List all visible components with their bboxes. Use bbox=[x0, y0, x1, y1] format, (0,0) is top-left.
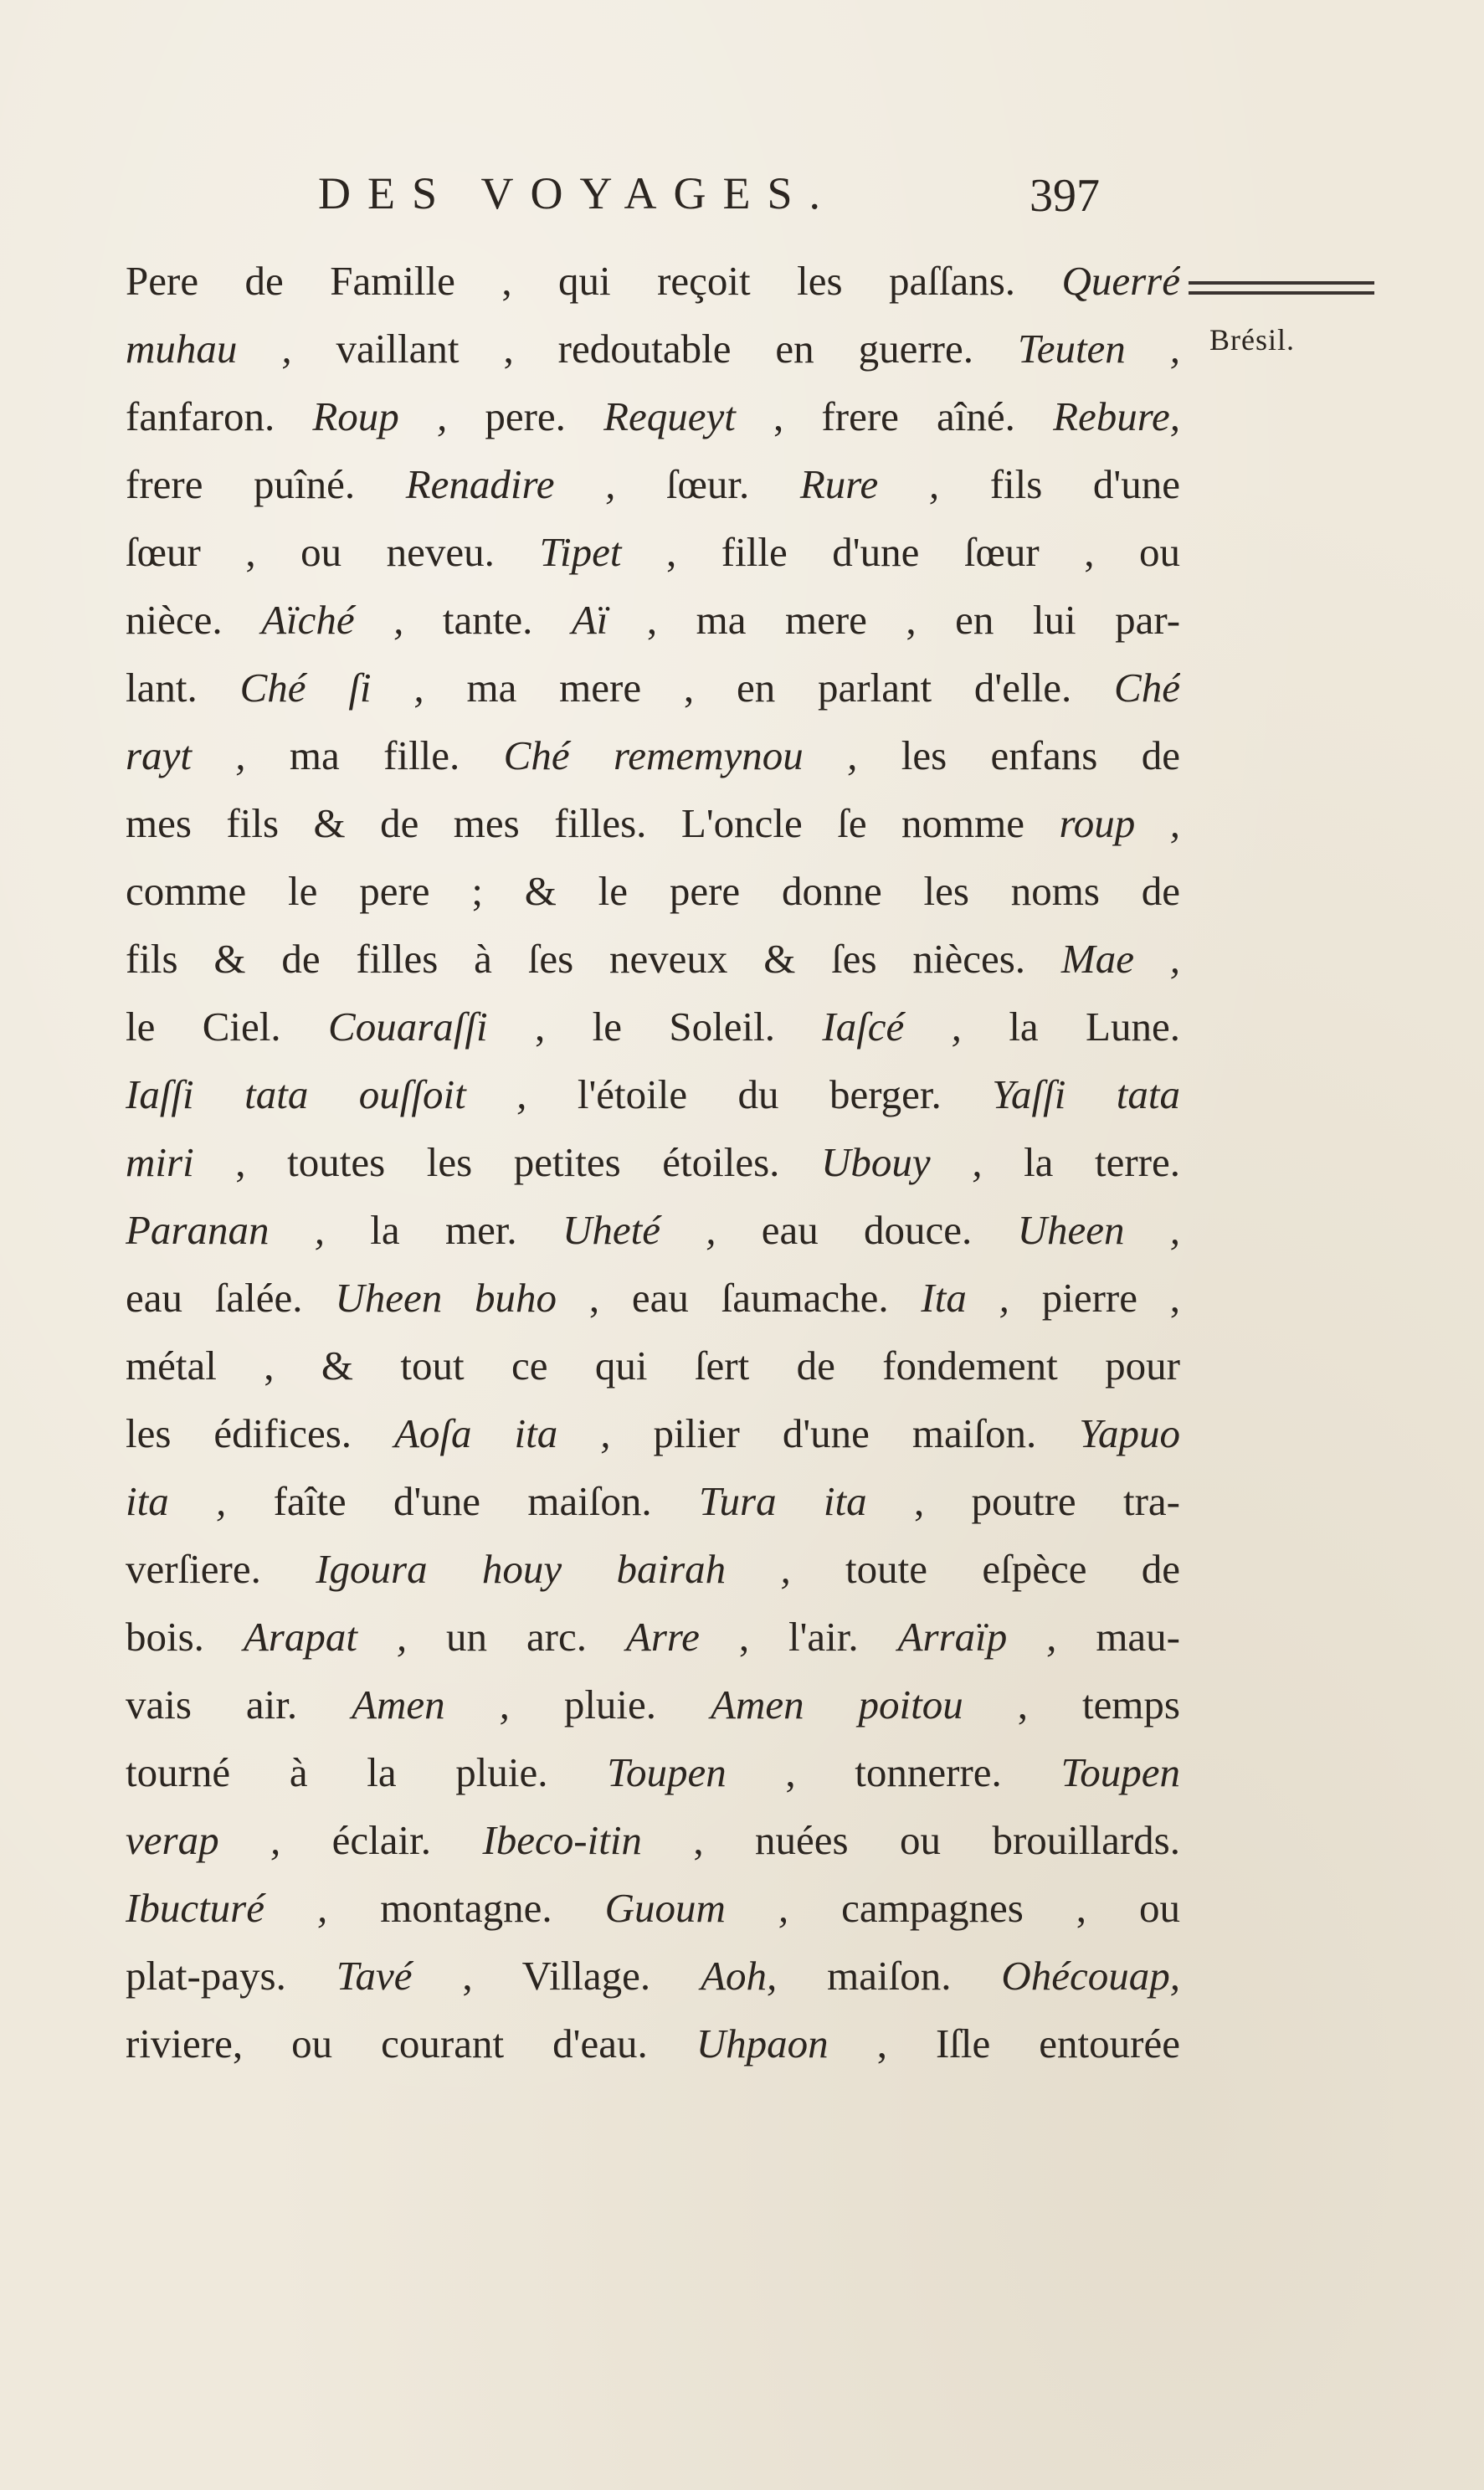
italic-term: Aï bbox=[571, 597, 608, 643]
text-segment: , temps bbox=[963, 1681, 1180, 1728]
italic-term: Ché ſi , bbox=[239, 665, 424, 711]
italic-term: Mae , bbox=[1060, 936, 1180, 982]
text-segment: , toutes les petites étoiles. bbox=[193, 1139, 821, 1185]
italic-term: Arre bbox=[625, 1614, 700, 1660]
italic-term: Uhpaon bbox=[696, 2020, 829, 2066]
text-segment: métal , & tout ce qui ſert de fondement pour bbox=[126, 1343, 1180, 1389]
text-segment: les édifices. bbox=[126, 1410, 394, 1456]
italic-term: Aïché , bbox=[261, 597, 404, 643]
text-line bbox=[126, 654, 1180, 721]
italic-term: Tura ita bbox=[698, 1478, 867, 1524]
text-segment: l'étoile du berger. bbox=[526, 1071, 993, 1117]
text-line bbox=[126, 1264, 1180, 1332]
text-segment: fils d'une bbox=[939, 461, 1180, 507]
italic-term: Ché rememynou , bbox=[503, 732, 858, 778]
text-segment: pluie. bbox=[509, 1681, 711, 1728]
margin-note: Brésil. bbox=[1209, 323, 1295, 357]
body-text bbox=[126, 247, 1180, 2077]
text-line bbox=[126, 721, 1180, 789]
text-segment: éclair. bbox=[280, 1817, 483, 1863]
text-segment: fanfaron. bbox=[126, 393, 313, 439]
italic-term: Rebure, bbox=[1053, 393, 1180, 439]
text-line bbox=[126, 247, 1180, 315]
text-segment: lant. bbox=[126, 665, 240, 711]
text-segment: comme le pere ; & le pere donne les noms de bbox=[126, 868, 1180, 914]
text-line bbox=[126, 1467, 1180, 1535]
italic-term: Guoum , bbox=[604, 1885, 789, 1931]
text-segment: , l'air. bbox=[699, 1614, 898, 1660]
italic-term: Amen poitou bbox=[711, 1681, 963, 1728]
text-line bbox=[126, 1806, 1180, 1874]
italic-term: miri bbox=[126, 1139, 194, 1185]
text-segment: , poutre tra- bbox=[866, 1478, 1180, 1524]
text-line bbox=[126, 1603, 1180, 1671]
italic-term: Toupen bbox=[607, 1749, 727, 1795]
text-line bbox=[126, 382, 1180, 450]
text-segment: campagnes , ou bbox=[788, 1885, 1180, 1931]
italic-term: Amen , bbox=[352, 1681, 510, 1728]
text-segment: la mer. bbox=[325, 1207, 562, 1253]
text-line bbox=[126, 857, 1180, 925]
italic-term: Paranan , bbox=[126, 1207, 326, 1253]
text-segment: , le Soleil. bbox=[487, 1004, 823, 1050]
italic-term: Rure , bbox=[799, 461, 940, 507]
italic-term: Iaſſi tata ouſſoit , bbox=[126, 1071, 527, 1117]
text-segment: riviere, ou courant d'eau. bbox=[126, 2020, 696, 2066]
italic-term: Teuten , bbox=[1017, 326, 1180, 372]
text-line bbox=[126, 586, 1180, 654]
italic-term: Arapat , bbox=[243, 1614, 408, 1660]
text-segment: les enfans de bbox=[857, 732, 1180, 778]
italic-term: Aoſa ita , bbox=[394, 1410, 611, 1456]
text-line bbox=[126, 1671, 1180, 1738]
text-segment: , Village. bbox=[412, 1953, 701, 1999]
text-segment: un arc. bbox=[407, 1614, 626, 1660]
text-segment: eau douce. bbox=[716, 1207, 1018, 1253]
text-segment: eau ſalée. bbox=[126, 1275, 336, 1321]
text-segment: , fille d'une ſœur , ou bbox=[621, 529, 1180, 575]
text-segment: , Iſle entourée bbox=[828, 2020, 1180, 2066]
italic-term: Ibeco-itin bbox=[482, 1817, 642, 1863]
text-segment: vais air. bbox=[126, 1681, 352, 1728]
text-line bbox=[126, 993, 1180, 1060]
text-line bbox=[126, 1196, 1180, 1264]
italic-term: Ita , bbox=[921, 1275, 1009, 1321]
italic-term: Ché bbox=[1114, 665, 1180, 711]
text-segment: Pere de Famille , qui reçoit les paſſans. bbox=[126, 258, 1062, 304]
italic-term: Uheen buho bbox=[335, 1275, 557, 1321]
text-segment: ſœur , ou neveu. bbox=[126, 529, 540, 575]
text-segment: ſœur. bbox=[615, 461, 800, 507]
text-segment: , frere aîné. bbox=[735, 393, 1054, 439]
italic-term: Toupen bbox=[1060, 1749, 1180, 1795]
text-line bbox=[126, 315, 1180, 382]
italic-term: Renadire , bbox=[405, 461, 616, 507]
text-segment: la terre. bbox=[982, 1139, 1180, 1185]
text-segment: montagne. bbox=[327, 1885, 605, 1931]
italic-term: Uheen , bbox=[1017, 1207, 1180, 1253]
text-segment: la Lune. bbox=[961, 1004, 1180, 1050]
italic-term: verap , bbox=[126, 1817, 281, 1863]
text-segment: pilier d'une maiſon. bbox=[610, 1410, 1080, 1456]
italic-term: rayt , bbox=[126, 732, 246, 778]
text-segment: mes fils & de mes filles. L'oncle ſe nomme bbox=[126, 800, 1060, 846]
text-segment: vaillant , redoutable en guerre. bbox=[291, 326, 1018, 372]
text-line bbox=[126, 1060, 1180, 1128]
text-line bbox=[126, 1128, 1180, 1196]
text-segment: pere. bbox=[447, 393, 604, 439]
text-segment: , nuées ou brouillards. bbox=[641, 1817, 1180, 1863]
italic-term: muhau , bbox=[126, 326, 292, 372]
text-segment: tourné à la pluie. bbox=[126, 1749, 608, 1795]
italic-term: Ibucturé , bbox=[126, 1885, 328, 1931]
text-line bbox=[126, 1399, 1180, 1467]
text-segment: pierre , bbox=[1009, 1275, 1180, 1321]
text-line bbox=[126, 789, 1180, 857]
text-line bbox=[126, 925, 1180, 993]
text-segment: plat-pays. bbox=[126, 1953, 336, 1999]
italic-term: Tipet bbox=[539, 529, 622, 575]
italic-term: Yapuo bbox=[1079, 1410, 1180, 1456]
italic-term: Ohécouap, bbox=[1001, 1953, 1180, 1999]
page-header bbox=[318, 167, 1155, 234]
text-line bbox=[126, 1535, 1180, 1603]
italic-term: Yaſſi tata bbox=[992, 1071, 1180, 1117]
italic-term: Aoh, bbox=[701, 1953, 778, 1999]
text-segment: toute eſpèce de bbox=[790, 1546, 1180, 1592]
running-head: DES VOYAGES. bbox=[318, 168, 838, 218]
text-segment: tante. bbox=[403, 597, 572, 643]
italic-term: Roup , bbox=[312, 393, 448, 439]
margin-double-rule bbox=[1189, 281, 1374, 295]
text-segment: nièce. bbox=[126, 597, 262, 643]
text-line bbox=[126, 2010, 1180, 2077]
text-line bbox=[126, 1942, 1180, 2010]
italic-term: roup , bbox=[1059, 800, 1180, 846]
text-line bbox=[126, 1738, 1180, 1806]
italic-term: Uheté , bbox=[562, 1207, 716, 1253]
text-line bbox=[126, 450, 1180, 518]
italic-term: Ubouy , bbox=[821, 1139, 983, 1185]
text-segment: , ma mere , en lui par- bbox=[608, 597, 1180, 643]
text-segment: ma mere , en parlant d'elle. bbox=[424, 665, 1115, 711]
text-segment: verſiere. bbox=[126, 1546, 316, 1592]
italic-term: Igoura houy bairah , bbox=[316, 1546, 791, 1592]
text-line bbox=[126, 518, 1180, 586]
text-segment: faîte d'une maiſon. bbox=[226, 1478, 699, 1524]
page-number: 397 bbox=[1030, 170, 1100, 222]
italic-term: Iaſcé , bbox=[822, 1004, 962, 1050]
text-line bbox=[126, 1332, 1180, 1399]
text-segment: ma fille. bbox=[245, 732, 504, 778]
text-segment: bois. bbox=[126, 1614, 244, 1660]
italic-term: ita , bbox=[126, 1478, 227, 1524]
text-segment: , eau ſaumache. bbox=[557, 1275, 922, 1321]
italic-term: Querré bbox=[1061, 258, 1180, 304]
text-segment: le Ciel. bbox=[126, 1004, 329, 1050]
italic-term: Requeyt bbox=[603, 393, 736, 439]
text-segment: maiſon. bbox=[777, 1953, 1002, 1999]
text-segment: mau- bbox=[1056, 1614, 1180, 1660]
text-segment: fils & de filles à ſes neveux & ſes nièces. bbox=[126, 936, 1061, 982]
text-line bbox=[126, 1874, 1180, 1942]
italic-term: Couaraſſi bbox=[328, 1004, 488, 1050]
text-segment: , tonnerre. bbox=[726, 1749, 1061, 1795]
italic-term: Arraïp , bbox=[897, 1614, 1057, 1660]
italic-term: Tavé bbox=[336, 1953, 413, 1999]
text-segment: frere puîné. bbox=[126, 461, 406, 507]
